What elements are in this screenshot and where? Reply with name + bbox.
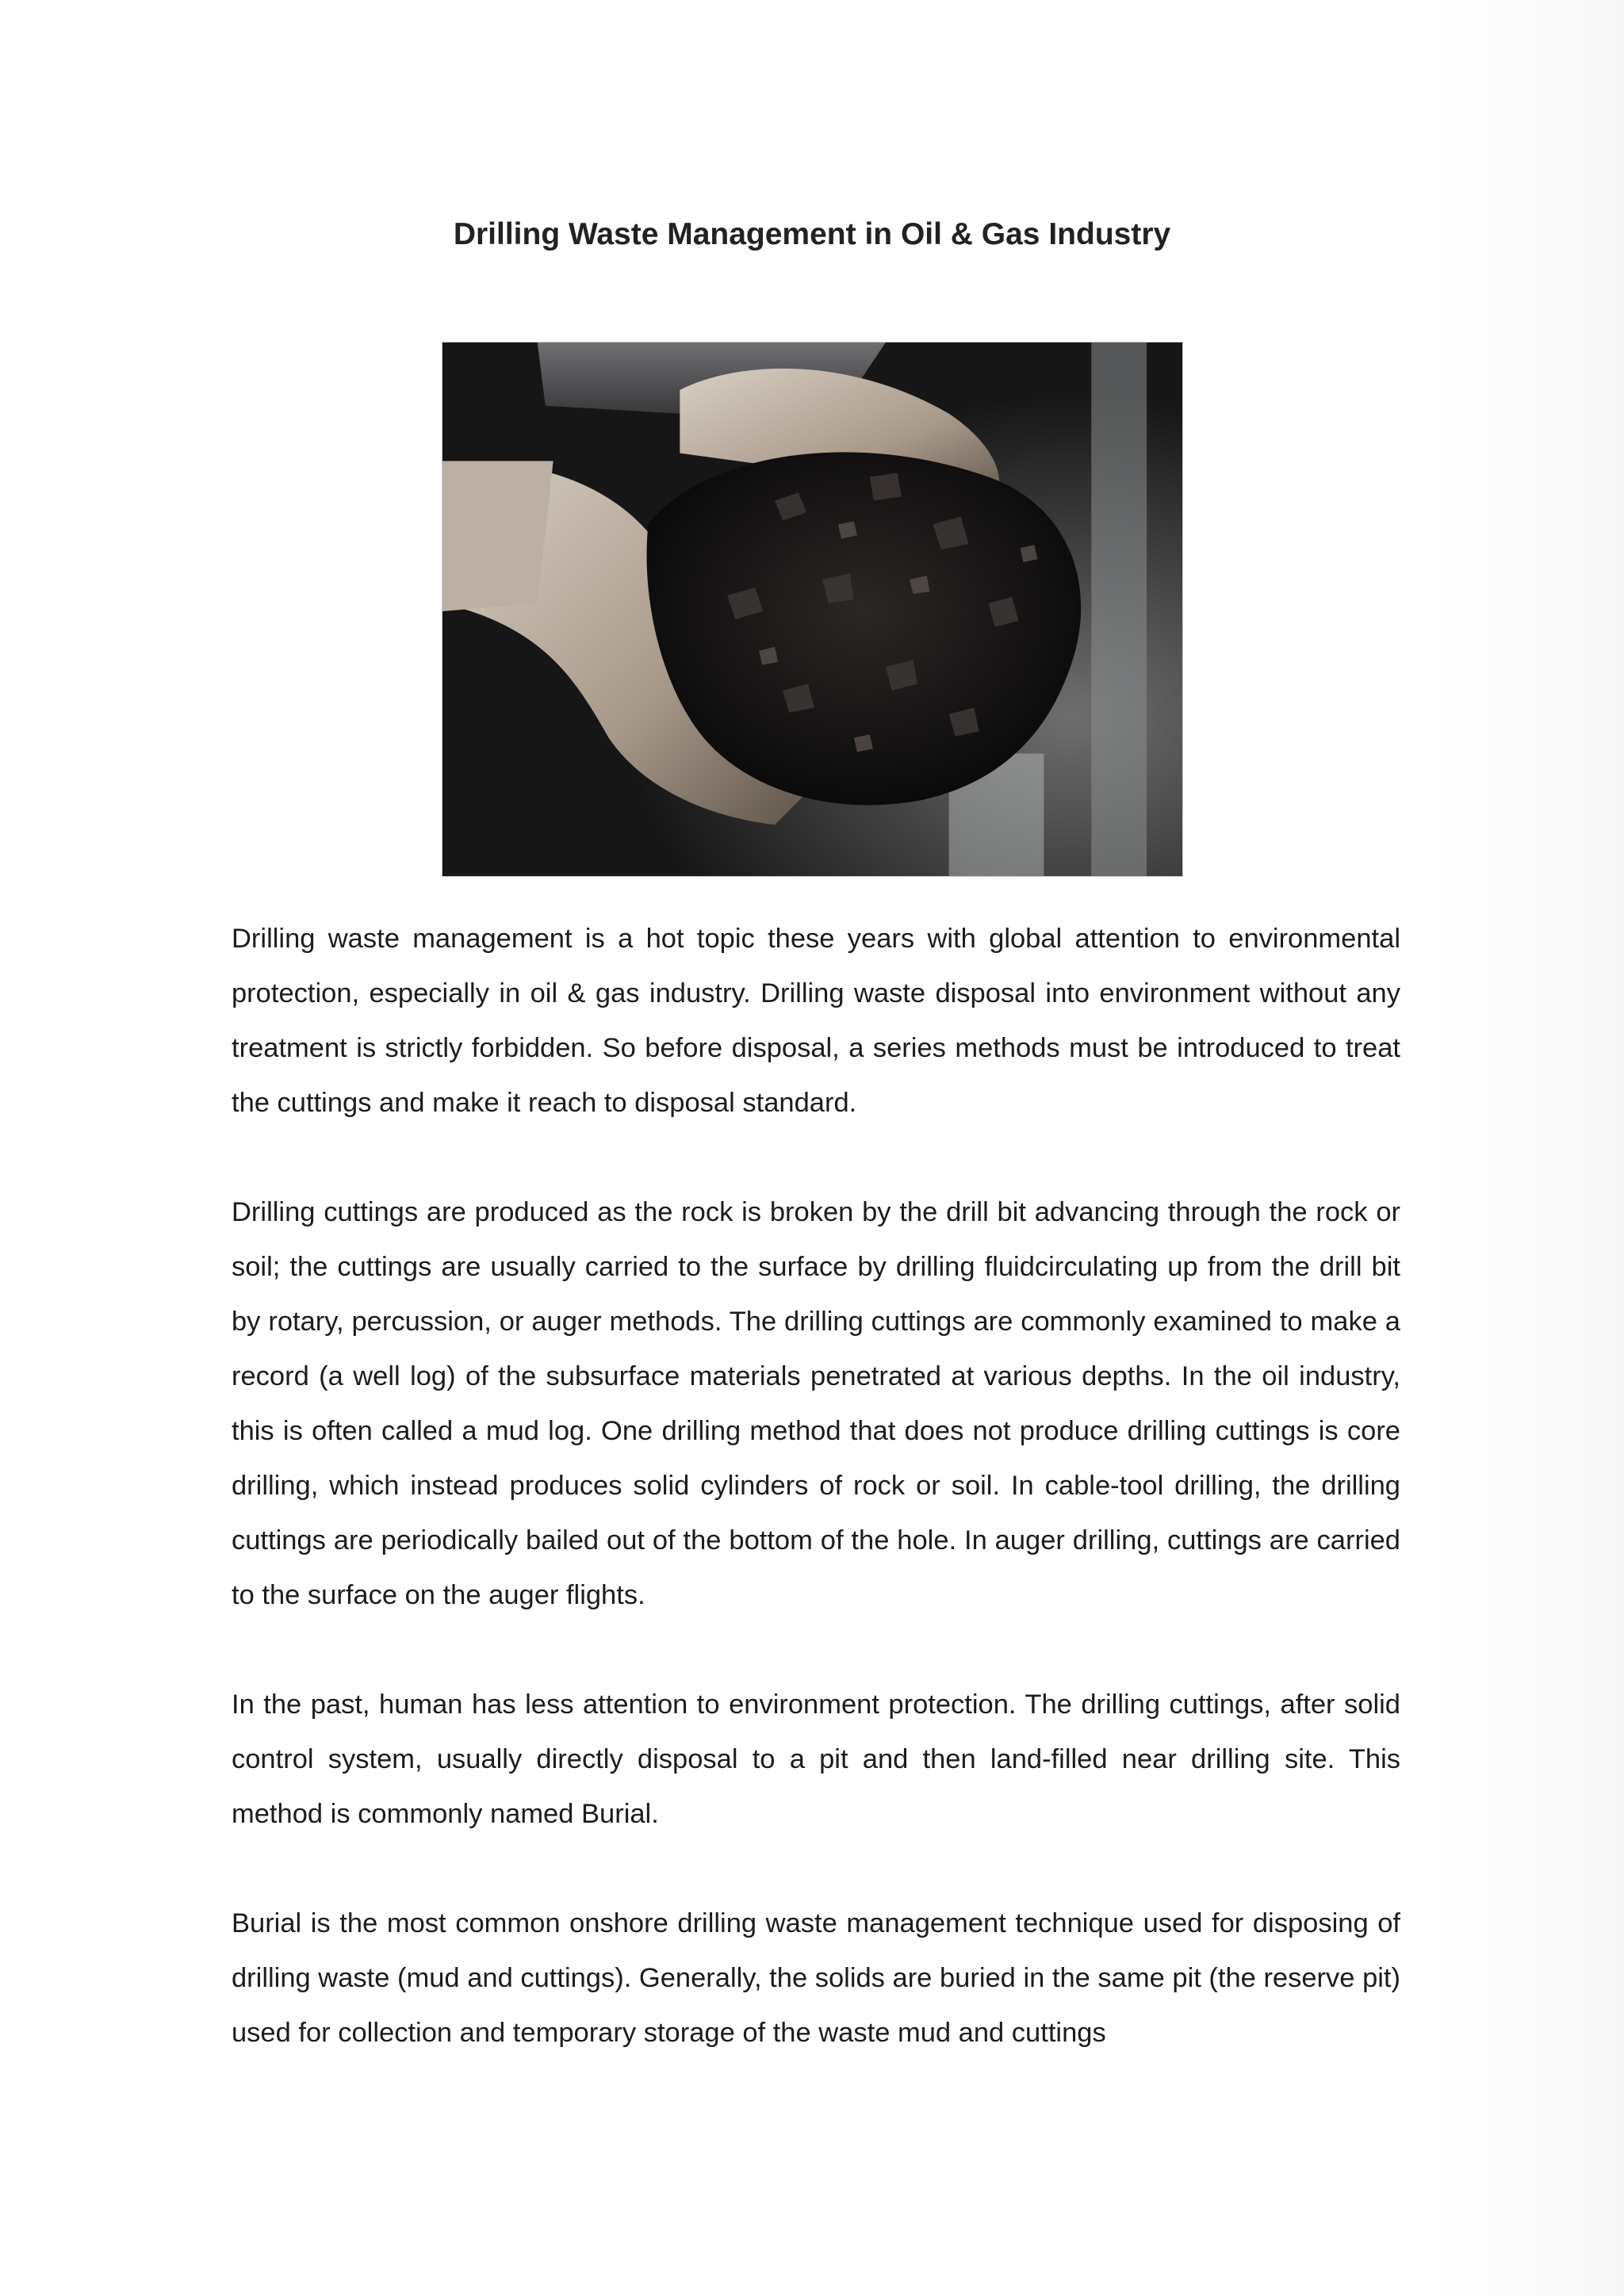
paragraph-4: Burial is the most common onshore drilling waste management technique used for disposing of drilling waste (mud and cuttings). Generally, the solids are buried in the same pit (the reserve pit) used for collection and temporary storage of the waste mud and cuttings xyxy=(232,1908,1400,2048)
photo-hands-holding-drill-cuttings xyxy=(442,342,1183,877)
document-title: Drilling Waste Management in Oil & Gas Industry xyxy=(453,217,1171,251)
article-body xyxy=(232,912,1400,2115)
paragraph-3: In the past, human has less attention to environment protection. The drilling cuttings, after solid control system, usually directly disposal to a pit and then land-filled near drilling site. This method is commonly named Burial. xyxy=(232,1689,1400,1829)
paragraph-1: Drilling waste management is a hot topic these years with global attention to environmental protection, especially in oil & gas industry. Drilling waste disposal into environment without any treatment is strictly forbidden. So before disposal, a series methods must be introduced to treat the cuttings and make it reach to disposal standard. xyxy=(232,924,1400,1118)
paragraph-2: Drilling cuttings are produced as the rock is broken by the drill bit advancing through the rock or soil; the cuttings are usually carried to the surface by drilling fluidcirculating up from the drill bit by rotary, percussion, or auger methods. The drilling cuttings are commonly examined to make a record (a well log) of the subsurface materials penetrated at various depths. In the oil industry, this is often called a mud log. One drilling method that does not produce drilling cuttings is core drilling, which instead produces solid cylinders of rock or soil. In cable-tool drilling, the drilling cuttings are periodically bailed out of the bottom of the hole. In auger drilling, cuttings are carried to the surface on the auger flights. xyxy=(232,1197,1400,1610)
